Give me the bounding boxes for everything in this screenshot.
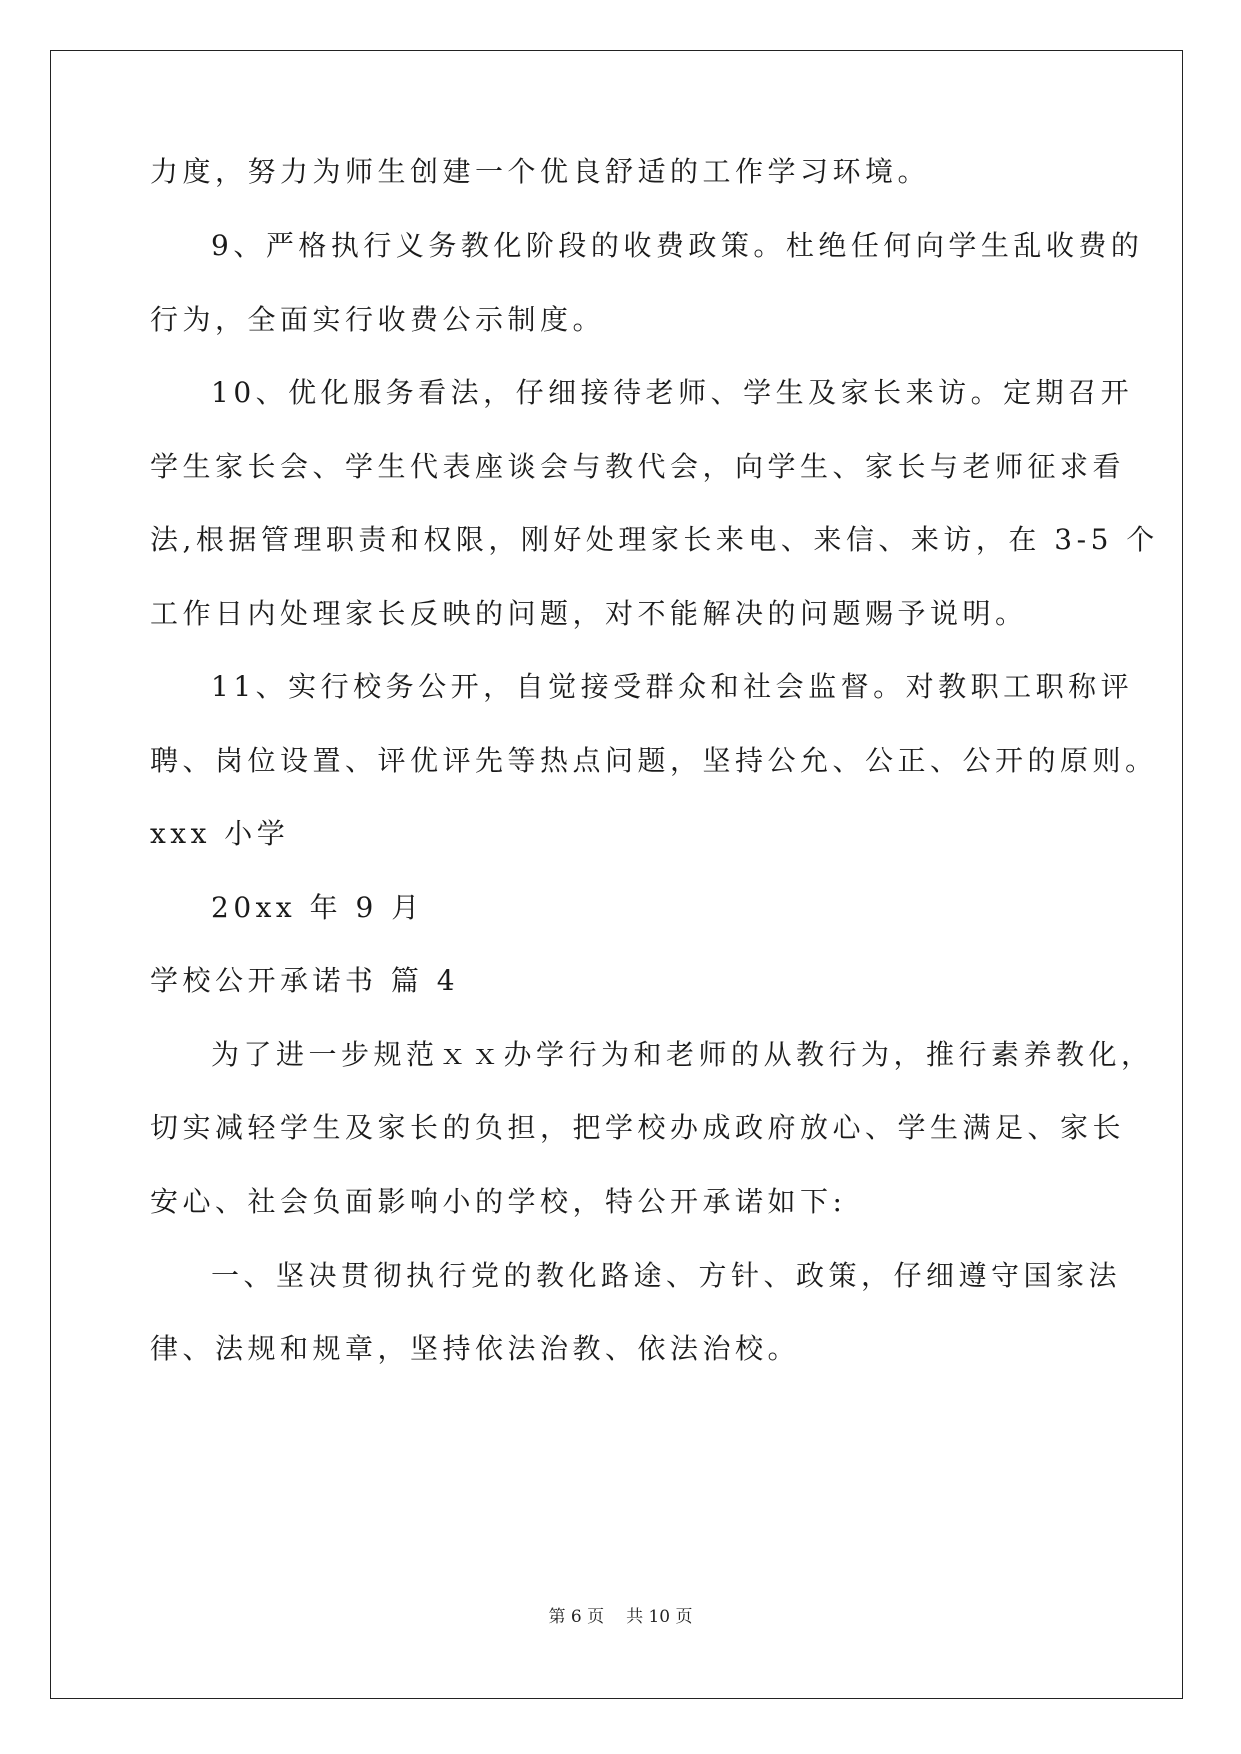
body-line-5: 学生家长会、学生代表座谈会与教代会，向学生、家长与老师征求看 — [150, 450, 1126, 483]
body-line-9: 聘、岗位设置、评优评先等热点问题，坚持公允、公正、公开的原则。 — [150, 744, 1158, 777]
body-line-1: 力度，努力为师生创建一个优良舒适的工作学习环境。 — [150, 155, 931, 188]
body-line-13: 为了进一步规范ｘｘ办学行为和老师的从教行为，推行素养教化， — [211, 1038, 1154, 1071]
body-line-6: 法,根据管理职责和权限，刚好处理家长来电、来信、来访，在 3-5 个 — [150, 523, 1159, 556]
page-footer — [0, 1605, 1241, 1629]
body-line-3: 行为，全面实行收费公示制度。 — [150, 303, 606, 336]
page-border — [50, 50, 1183, 1699]
body-line-15: 安心、社会负面影响小的学校，特公开承诺如下: — [150, 1185, 847, 1218]
date-line: 20xx 年 9 月 — [211, 891, 424, 924]
school-name: xxx 小学 — [150, 817, 290, 850]
body-line-2: 9、严格执行义务教化阶段的收费政策。杜绝任何向学生乱收费的 — [211, 229, 1144, 262]
section-heading: 学校公开承诺书 篇 4 — [150, 964, 460, 997]
body-line-16: 一、坚决贯彻执行党的教化路途、方针、政策，仔细遵守国家法 — [211, 1259, 1122, 1292]
body-line-14: 切实减轻学生及家长的负担，把学校办成政府放心、学生满足、家长 — [150, 1111, 1126, 1144]
body-line-4: 10、优化服务看法，仔细接待老师、学生及家长来访。定期召开 — [211, 376, 1134, 409]
page-number: 第 6 页 — [548, 1607, 605, 1627]
body-line-17: 律、法规和规章，坚持依法治教、依法治校。 — [150, 1332, 801, 1365]
body-line-8: 11、实行校务公开，自觉接受群众和社会监督。对教职工职称评 — [211, 670, 1134, 703]
body-line-7: 工作日内处理家长反映的问题，对不能解决的问题赐予说明。 — [150, 597, 1028, 630]
page-total: 共 10 页 — [626, 1607, 693, 1627]
